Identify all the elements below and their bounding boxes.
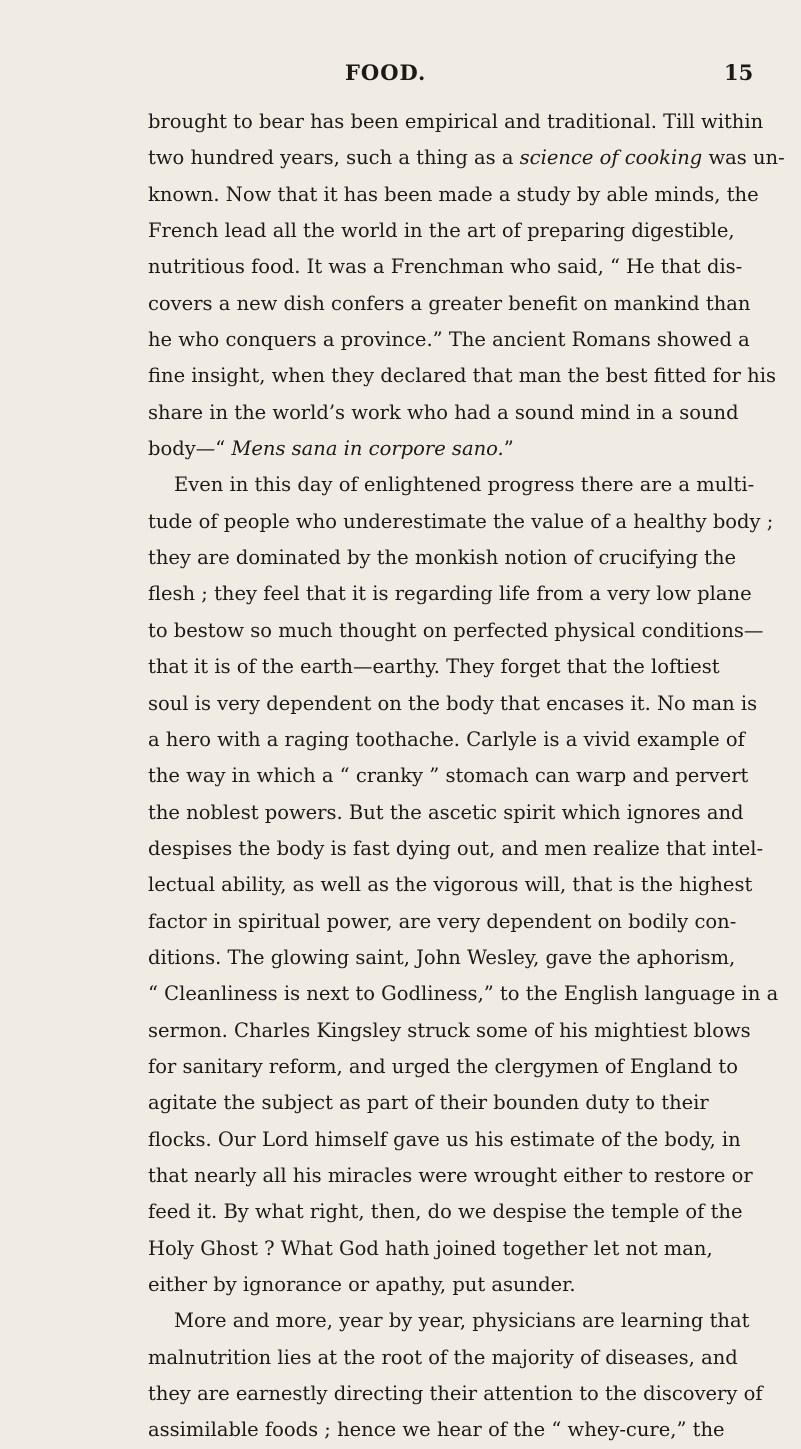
text-line: “ Cleanliness is next to Godliness,” to the English language in a xyxy=(148,982,779,1006)
text-line: the way in which a “ cranky ” stomach can warp and pervert xyxy=(148,764,749,788)
paragraph-start-line: Even in this day of enlightened progress there are a multi- xyxy=(174,473,755,497)
text-line: fine insight, when they declared that man the best fitted for his xyxy=(148,364,776,388)
text-line: brought to bear has been empirical and traditional. Till within xyxy=(148,110,764,133)
text-line: flesh ; they feel that it is regarding life from a very low plane xyxy=(148,582,752,606)
text-line: tude of people who underestimate the value of a healthy body ; xyxy=(148,509,774,533)
text-line: covers a new dish confers a greater benefit on mankind than xyxy=(148,291,751,315)
page-number: 15 xyxy=(724,60,754,85)
text-line: they are dominated by the monkish notion of crucifying the xyxy=(148,546,737,570)
text-line: ditions. The glowing saint, John Wesley, gave the aphorism, xyxy=(148,945,736,969)
text-line: agitate the subject as part of their bounden duty to their xyxy=(148,1091,709,1115)
text-line: known. Now that it has been made a study by able minds, the xyxy=(148,182,759,206)
text-line: sermon. Charles Kingsley struck some of his mightiest blows xyxy=(148,1018,751,1042)
text-line: Holy Ghost ? What God hath joined together let not man, xyxy=(148,1236,713,1260)
text-line: a hero with a raging toothache. Carlyle is a vivid example of xyxy=(148,727,745,751)
text-line: flocks. Our Lord himself gave us his estimate of the body, in xyxy=(148,1127,741,1151)
text-line: soul is very dependent on the body that encases it. No man is xyxy=(148,691,758,715)
text-line: for sanitary reform, and urged the clergymen of England to xyxy=(148,1054,738,1078)
text-line: either by ignorance or apathy, put asunder. xyxy=(148,1273,576,1296)
text-line: French lead all the world in the art of preparing digestible, xyxy=(148,219,735,243)
text-line: factor in spiritual power, are very dependent on bodily con- xyxy=(148,909,737,933)
italic-phrase: science of cooking xyxy=(519,146,703,170)
text-line: they are earnestly directing their attention to the discovery of xyxy=(148,1382,763,1406)
text-line xyxy=(148,140,785,176)
paragraph-start-line: More and more, year by year, physicians are learning that xyxy=(174,1309,750,1333)
running-title: FOOD. xyxy=(345,60,427,85)
text-line: feed it. By what right, then, do we despise the temple of the xyxy=(148,1200,743,1224)
body-text xyxy=(148,104,785,1449)
text-line: to bestow so much thought on perfected physical conditions— xyxy=(148,618,764,642)
running-head xyxy=(0,60,801,88)
text-line: that it is of the earth—earthy. They forget that the loftiest xyxy=(148,655,720,679)
text-line xyxy=(148,431,696,467)
text-span: was un- xyxy=(702,146,785,170)
text-span: body—“ xyxy=(148,437,232,461)
text-line: malnutrition lies at the root of the majority of diseases, and xyxy=(148,1345,738,1369)
text-line: lectual ability, as well as the vigorous will, that is the highest xyxy=(148,873,753,897)
text-line: share in the world’s work who had a sound mind in a sound xyxy=(148,400,739,424)
text-line: that nearly all his miracles were wrought either to restore or xyxy=(148,1163,753,1187)
latin-quote: Mens sana in corpore sano. xyxy=(231,437,504,461)
text-line: assimilable foods ; hence we hear of the “ whey-cure,” the xyxy=(148,1418,725,1442)
text-line: the noblest powers. But the ascetic spirit which ignores and xyxy=(148,800,744,824)
text-span: two hundred years, such a thing as a xyxy=(148,146,520,170)
text-line: nutritious food. It was a Frenchman who said, “ He that dis- xyxy=(148,255,743,279)
text-span: ” xyxy=(503,437,514,461)
text-line: he who conquers a province.” The ancient Romans showed a xyxy=(148,328,750,352)
text-line: despises the body is fast dying out, and men realize that intel- xyxy=(148,836,764,860)
